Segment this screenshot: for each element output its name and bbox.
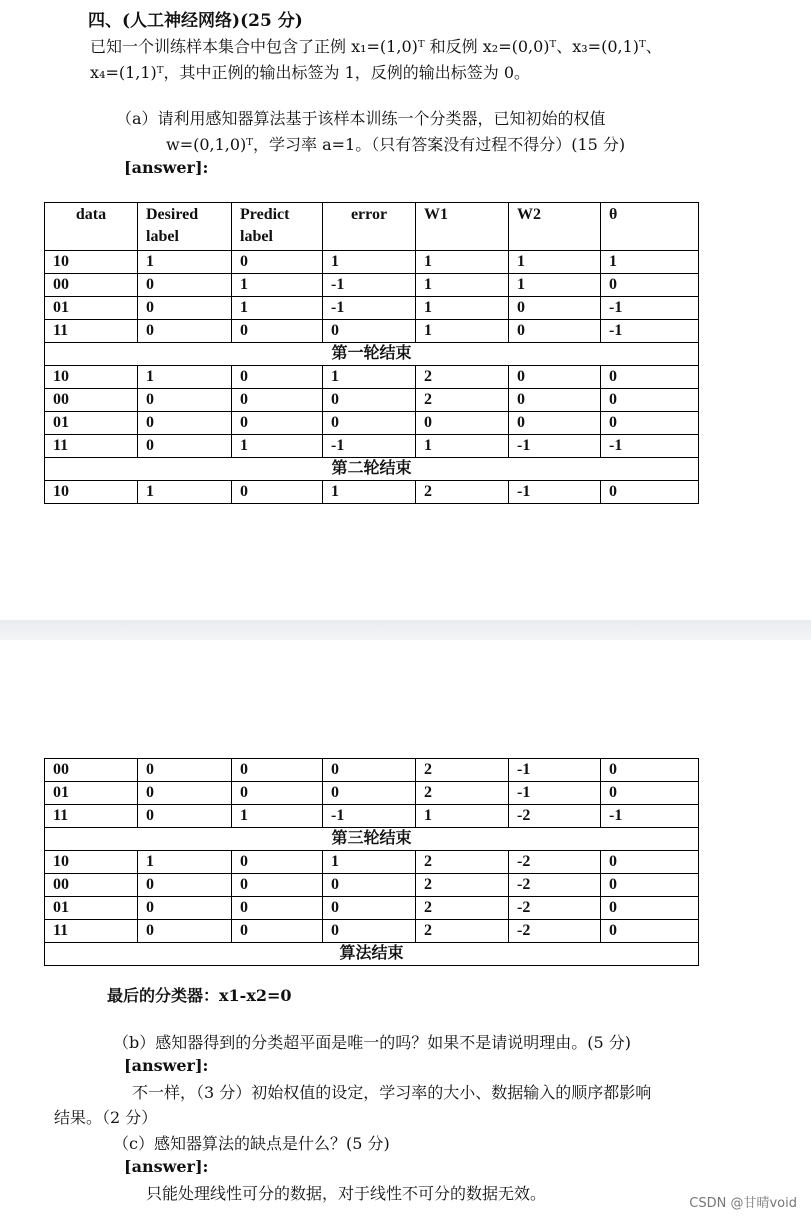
table-cell: 0 [601,897,699,920]
table-cell: 0 [323,920,416,943]
table-row [45,897,699,920]
part-a-line-1: （a）请利用感知器算法基于该样本训练一个分类器，已知初始的权值 [116,109,606,128]
table-cell: -2 [509,897,601,920]
table-cell: 1 [232,435,323,458]
table-cell: 0 [509,389,601,412]
table-cell: 1 [232,297,323,320]
table-cell: 1 [601,251,699,274]
table-cell: 0 [138,782,232,805]
table-cell: 0 [323,782,416,805]
table-cell: 11 [45,435,138,458]
round-separator-row [45,828,699,851]
table-cell: 0 [323,320,416,343]
table-cell: 0 [323,874,416,897]
table-cell: 1 [323,251,416,274]
table-row [45,412,699,435]
round-separator-row [45,343,699,366]
table-row [45,320,699,343]
part-c-answer-line-1: 只能处理线性可分的数据，对于线性不可分的数据无效。 [146,1184,547,1203]
table-header-cell: data [45,203,138,251]
round-label: 第三轮结束 [45,828,699,851]
table-cell: 0 [138,297,232,320]
table-cell: 0 [232,782,323,805]
table-cell: 1 [509,251,601,274]
table-cell: 1 [232,805,323,828]
table-cell: 1 [416,320,509,343]
table-cell: 10 [45,251,138,274]
table-row [45,435,699,458]
part-a-answer-label: [answer]: [124,158,209,177]
table-header-row [45,203,699,251]
table-cell: 2 [416,759,509,782]
table-cell: 0 [601,874,699,897]
round-label: 第二轮结束 [45,458,699,481]
table-cell: 0 [601,481,699,504]
table-cell: 10 [45,851,138,874]
table-cell: 01 [45,297,138,320]
table-header-cell: W2 [509,203,601,251]
table-cell: 0 [416,412,509,435]
perceptron-table-part-1 [44,202,699,504]
table-cell: -2 [509,920,601,943]
table-cell: 1 [138,251,232,274]
table-cell: -1 [509,759,601,782]
table-cell: 2 [416,874,509,897]
table-cell: 0 [138,389,232,412]
table-cell: 0 [138,759,232,782]
table-cell: -2 [509,805,601,828]
table-row [45,251,699,274]
table-cell: 0 [138,805,232,828]
table-cell: 0 [601,366,699,389]
table-cell: 1 [416,297,509,320]
table-cell: 1 [416,435,509,458]
perceptron-table-part-2 [44,758,699,966]
table-cell: 2 [416,389,509,412]
table-cell: 2 [416,851,509,874]
table-cell: 0 [138,435,232,458]
table-cell: 0 [138,412,232,435]
table-cell: 2 [416,782,509,805]
table-header-cell: error [323,203,416,251]
table-row [45,782,699,805]
table-cell: -2 [509,874,601,897]
table-cell: 1 [323,366,416,389]
part-b-answer-line-1: 不一样，（3 分）初始权值的设定，学习率的大小、数据输入的顺序都影响 [132,1083,652,1102]
round-separator-row [45,943,699,966]
question-title: 四、(人工神经网络)(25 分) [88,11,303,31]
table-cell: 0 [601,274,699,297]
round-label: 算法结束 [45,943,699,966]
table-cell: 1 [416,251,509,274]
table-cell: -1 [509,435,601,458]
table-cell: 1 [232,274,323,297]
table-row [45,389,699,412]
table-cell: -1 [601,435,699,458]
table-cell: -1 [323,274,416,297]
table-cell: 0 [138,897,232,920]
table-cell: 0 [509,297,601,320]
question-intro-line-2: x₄=(1,1)ᵀ，其中正例的输出标签为 1，反例的输出标签为 0。 [90,63,531,82]
table-cell: 00 [45,274,138,297]
table-cell: 01 [45,782,138,805]
table-cell: 1 [323,481,416,504]
table-cell: 11 [45,805,138,828]
table-cell: -2 [509,851,601,874]
table-cell: -1 [323,297,416,320]
table-cell: 0 [232,759,323,782]
table-cell: 0 [323,759,416,782]
table-header-cell: Desired label [138,203,232,251]
page-break [0,620,811,640]
table-cell: 0 [509,412,601,435]
table-cell: 0 [138,920,232,943]
table-cell: 0 [323,412,416,435]
csdn-watermark: CSDN @甘晴void [689,1196,797,1211]
part-c-question: （c）感知器算法的缺点是什么？(5 分) [113,1134,390,1153]
table-cell: 0 [601,759,699,782]
table-cell: 0 [138,874,232,897]
table-cell: 11 [45,320,138,343]
question-intro-line-1: 已知一个训练样本集合中包含了正例 x₁=(1,0)ᵀ 和反例 x₂=(0,0)ᵀ、x₃=(0,1)ᵀ、 [90,37,662,56]
table-row [45,297,699,320]
table-header-cell: Predict label [232,203,323,251]
table-cell: 0 [601,412,699,435]
table-cell: 0 [232,366,323,389]
table-cell: 1 [138,481,232,504]
table-cell: 1 [416,274,509,297]
table-cell: 01 [45,897,138,920]
table-cell: 00 [45,759,138,782]
table-row [45,759,699,782]
table-cell: 0 [232,412,323,435]
table-cell: 00 [45,389,138,412]
table-cell: 0 [138,274,232,297]
table-cell: -1 [601,805,699,828]
table-cell: 0 [601,782,699,805]
table-cell: 1 [138,366,232,389]
table-row [45,481,699,504]
table-cell: 10 [45,366,138,389]
table-row [45,366,699,389]
round-separator-row [45,458,699,481]
table-cell: -1 [601,297,699,320]
table-cell: 1 [416,805,509,828]
table-cell: 0 [509,366,601,389]
table-cell: 2 [416,897,509,920]
table-cell: 0 [509,320,601,343]
table-row [45,805,699,828]
table-header-cell: W1 [416,203,509,251]
part-c-answer-label: [answer]: [124,1157,209,1176]
table-cell: 0 [601,389,699,412]
table-cell: 0 [232,851,323,874]
table-row [45,851,699,874]
table-cell: 0 [232,874,323,897]
table-row [45,920,699,943]
table-cell: 2 [416,920,509,943]
table-cell: 1 [323,851,416,874]
table-cell: -1 [509,481,601,504]
table-cell: 2 [416,366,509,389]
table-cell: 01 [45,412,138,435]
final-classifier: 最后的分类器：x1-x2=0 [107,986,292,1005]
table-cell: -1 [509,782,601,805]
table-cell: 0 [232,481,323,504]
table-cell: 1 [509,274,601,297]
table-cell: -1 [601,320,699,343]
table-row [45,874,699,897]
table-cell: 0 [601,851,699,874]
table-header-cell: θ [601,203,699,251]
part-b-question: （b）感知器得到的分类超平面是唯一的吗？如果不是请说明理由。(5 分) [113,1033,631,1052]
table-cell: -1 [323,805,416,828]
table-cell: 0 [138,320,232,343]
table-cell: 1 [138,851,232,874]
table-cell: -1 [323,435,416,458]
table-cell: 0 [601,920,699,943]
table-cell: 11 [45,920,138,943]
table-cell: 10 [45,481,138,504]
round-label: 第一轮结束 [45,343,699,366]
table-cell: 2 [416,481,509,504]
table-cell: 0 [232,389,323,412]
table-cell: 0 [232,920,323,943]
part-b-answer-label: [answer]: [124,1056,209,1075]
table-cell: 0 [232,251,323,274]
table-cell: 0 [232,320,323,343]
table-cell: 0 [232,897,323,920]
table-cell: 00 [45,874,138,897]
table-cell: 0 [323,897,416,920]
part-b-answer-line-2: 结果。（2 分） [54,1108,158,1127]
table-cell: 0 [323,389,416,412]
table-row [45,274,699,297]
part-a-line-2: w=(0,1,0)ᵀ，学习率 a=1。（只有答案没有过程不得分）(15 分) [166,135,626,154]
